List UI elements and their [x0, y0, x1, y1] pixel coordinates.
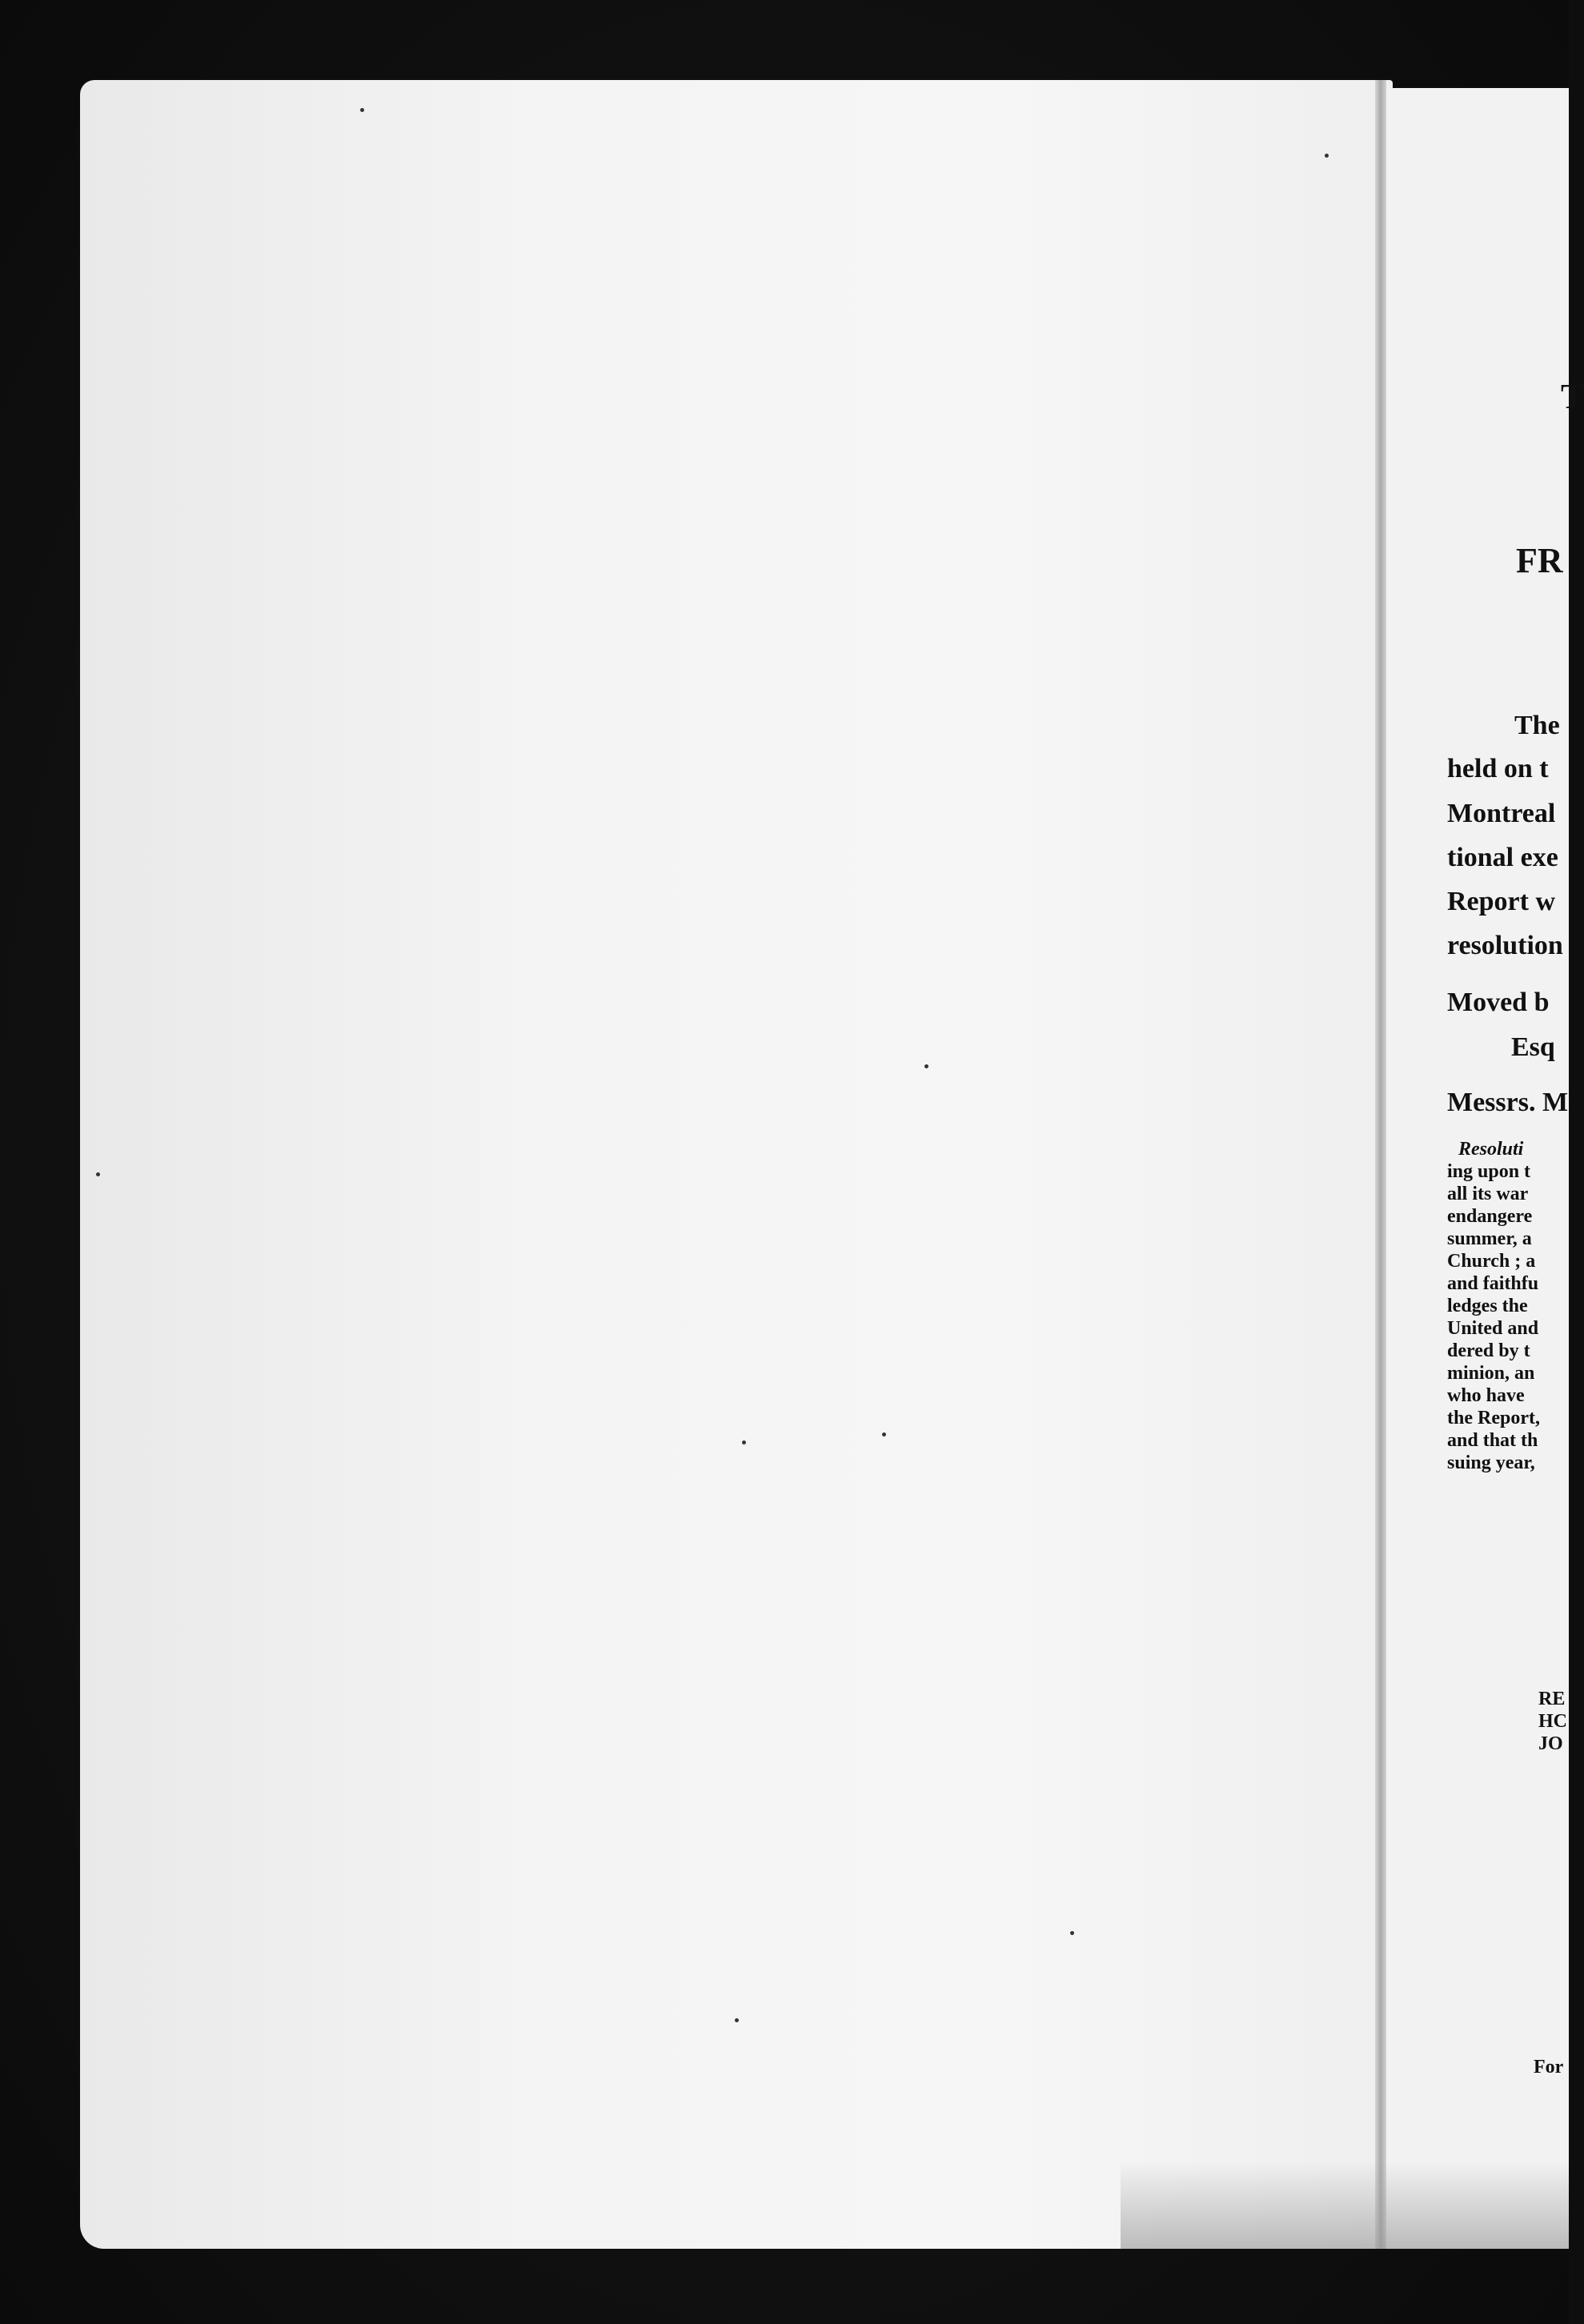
- heading-fragment-2: FR: [1516, 541, 1563, 580]
- body-line: tional exe: [1447, 843, 1558, 872]
- body-line: The: [1514, 711, 1560, 740]
- body-line: resolution: [1447, 931, 1563, 960]
- name-line: HC: [1538, 1711, 1567, 1732]
- resolution-line: endangere: [1447, 1206, 1533, 1227]
- right-page: [1386, 88, 1584, 2249]
- resolution-line: ing upon t: [1447, 1161, 1531, 1182]
- paper-speck: [924, 1064, 928, 1068]
- book-spine: [1375, 80, 1386, 2249]
- resolution-line: dered by t: [1447, 1340, 1530, 1361]
- resolution-line: minion, an: [1447, 1363, 1535, 1384]
- paper-speck: [96, 1172, 100, 1176]
- footer-line: For: [1534, 2057, 1564, 2078]
- blank-left-page: [80, 80, 1393, 2249]
- paper-speck: [742, 1440, 746, 1444]
- heading-fragment-1: T: [1561, 377, 1584, 416]
- paper-speck: [360, 108, 364, 112]
- name-line: RE: [1538, 1689, 1566, 1709]
- moved-line: Moved b: [1447, 988, 1550, 1017]
- paper-speck: [882, 1432, 886, 1436]
- paper-speck: [1070, 1931, 1074, 1935]
- resolution-line: the Report,: [1447, 1408, 1540, 1428]
- body-line: Report w: [1447, 887, 1556, 916]
- paper-speck: [735, 2018, 739, 2022]
- resolution-line: and faithfu: [1447, 1273, 1539, 1294]
- resolution-line: and that th: [1447, 1430, 1538, 1451]
- resolution-line: who have: [1447, 1385, 1525, 1406]
- paper-speck: [1325, 154, 1329, 158]
- resolution-line: Resoluti: [1458, 1139, 1524, 1160]
- esq-line: Esq: [1511, 1032, 1555, 1062]
- resolution-line: United and: [1447, 1318, 1539, 1339]
- messrs-line: Messrs. M: [1447, 1088, 1569, 1117]
- resolution-line: all its war: [1447, 1184, 1529, 1204]
- resolution-line: ledges the: [1447, 1296, 1528, 1316]
- resolution-line: Church ; a: [1447, 1251, 1536, 1272]
- page-shadow: [1121, 2161, 1569, 2249]
- resolution-line: suing year,: [1447, 1452, 1535, 1473]
- resolution-line: summer, a: [1447, 1228, 1532, 1249]
- body-line: held on t: [1447, 754, 1549, 783]
- body-line: Montreal: [1447, 799, 1556, 828]
- name-line: JO: [1538, 1733, 1563, 1754]
